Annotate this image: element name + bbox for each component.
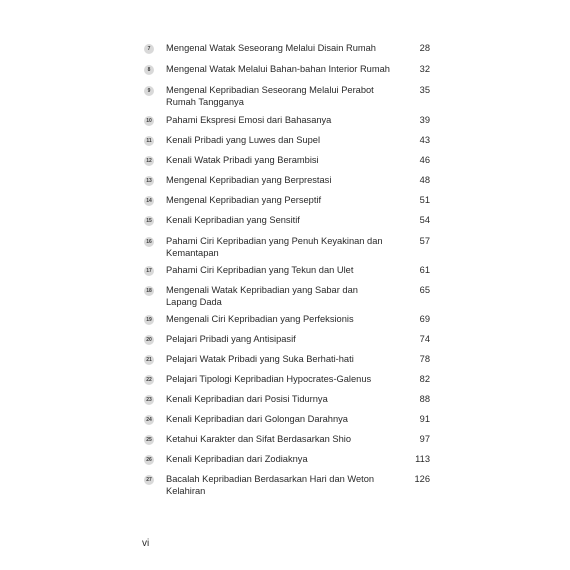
chapter-number-badge: 21 <box>144 355 154 365</box>
toc-entry[interactable] <box>144 314 430 326</box>
toc-entry[interactable] <box>144 334 430 346</box>
toc-entry[interactable] <box>144 434 430 446</box>
toc-entry[interactable] <box>144 354 430 366</box>
chapter-title: Pahami Ekspresi Emosi dari Bahasanya <box>166 115 332 125</box>
page-number: 51 <box>419 195 430 205</box>
chapter-number-badge: 9 <box>144 86 154 96</box>
page-number: 61 <box>419 265 430 275</box>
chapter-title: Kenali Kepribadian dari Golongan Darahnya <box>166 414 348 424</box>
page-number: 32 <box>419 64 430 74</box>
chapter-number-badge: 15 <box>144 216 154 226</box>
chapter-title: Pelajari Tipologi Kepribadian Hypocrates-Galenus <box>166 374 372 384</box>
chapter-title: Ketahui Karakter dan Sifat Berdasarkan Shio <box>166 434 352 444</box>
page-number: 35 <box>419 85 430 95</box>
chapter-number-badge: 20 <box>144 335 154 345</box>
toc-entry[interactable] <box>144 115 430 127</box>
toc-entry[interactable] <box>144 474 430 497</box>
chapter-title: Pelajari Watak Pribadi yang Suka Berhati-hati <box>166 354 354 364</box>
toc-entry[interactable] <box>144 195 430 207</box>
page-number: 97 <box>419 434 430 444</box>
page-number: 65 <box>419 285 430 295</box>
toc-entry[interactable] <box>144 414 430 426</box>
page-number: 91 <box>419 414 430 424</box>
chapter-number-badge: 7 <box>144 44 154 54</box>
chapter-number-badge: 18 <box>144 286 154 296</box>
chapter-title: Mengenali Ciri Kepribadian yang Perfeksionis <box>166 314 354 324</box>
page-number: 43 <box>419 135 430 145</box>
chapter-number-badge: 23 <box>144 395 154 405</box>
chapter-title: Mengenal Watak Seseorang Melalui Disain Rumah <box>166 43 376 53</box>
toc-entry[interactable] <box>144 155 430 167</box>
chapter-title: Mengenali Watak Kepribadian yang Sabar dan Lapang Dada <box>166 285 358 307</box>
page-number: 48 <box>419 175 430 185</box>
page-number: 78 <box>419 354 430 364</box>
chapter-title: Mengenal Kepribadian Seseorang Melalui Perabot Rumah Tangganya <box>166 85 374 107</box>
chapter-number-badge: 10 <box>144 116 154 126</box>
page-number: 46 <box>419 155 430 165</box>
page-number: 54 <box>419 215 430 225</box>
chapter-number-badge: 13 <box>144 176 154 186</box>
chapter-number-badge: 8 <box>144 65 154 75</box>
toc-entry[interactable] <box>144 454 430 466</box>
chapter-title: Kenali Kepribadian dari Posisi Tidurnya <box>166 394 328 404</box>
chapter-number-badge: 25 <box>144 435 154 445</box>
chapter-number-badge: 14 <box>144 196 154 206</box>
toc-entry[interactable] <box>144 135 430 147</box>
chapter-title: Kenali Pribadi yang Luwes dan Supel <box>166 135 321 145</box>
page-number: 74 <box>419 334 430 344</box>
page-number: 82 <box>419 374 430 384</box>
page-number: 69 <box>419 314 430 324</box>
chapter-title: Kenali Kepribadian dari Zodiaknya <box>166 454 308 464</box>
chapter-title: Pahami Ciri Kepribadian yang Tekun dan Ulet <box>166 265 354 275</box>
chapter-number-badge: 27 <box>144 475 154 485</box>
toc-entry[interactable] <box>144 215 430 227</box>
toc-entry[interactable] <box>144 85 430 108</box>
page-number: 39 <box>419 115 430 125</box>
chapter-number-badge: 11 <box>144 136 154 146</box>
toc-entry[interactable] <box>144 64 430 76</box>
page-number: 28 <box>419 43 430 53</box>
page-number: 113 <box>415 454 430 464</box>
chapter-title: Kenali Kepribadian yang Sensitif <box>166 215 300 225</box>
toc-entry[interactable] <box>144 394 430 406</box>
page-folio: vi <box>142 538 150 549</box>
toc-entry[interactable] <box>144 175 430 187</box>
toc-entry[interactable] <box>144 265 430 277</box>
toc-entry[interactable] <box>144 43 430 55</box>
chapter-title: Bacalah Kepribadian Berdasarkan Hari dan Weton Kelahiran <box>166 474 375 496</box>
toc-entry[interactable] <box>144 285 430 308</box>
toc-entry[interactable] <box>144 236 430 259</box>
chapter-number-badge: 12 <box>144 156 154 166</box>
page-number: 57 <box>419 236 430 246</box>
page-number: 126 <box>414 474 430 484</box>
chapter-title: Mengenal Watak Melalui Bahan-bahan Interior Rumah <box>166 64 390 74</box>
page-number: 88 <box>419 394 430 404</box>
chapter-number-badge: 17 <box>144 266 154 276</box>
chapter-number-badge: 24 <box>144 415 154 425</box>
toc-entry[interactable] <box>144 374 430 386</box>
chapter-title: Pelajari Pribadi yang Antisipasif <box>166 334 296 344</box>
chapter-title: Mengenal Kepribadian yang Berprestasi <box>166 175 332 185</box>
chapter-number-badge: 26 <box>144 455 154 465</box>
chapter-title: Pahami Ciri Kepribadian yang Penuh Keyakinan dan Kemantapan <box>166 236 383 258</box>
chapter-title: Kenali Watak Pribadi yang Berambisi <box>166 155 319 165</box>
chapter-number-badge: 16 <box>144 237 154 247</box>
chapter-number-badge: 22 <box>144 375 154 385</box>
chapter-number-badge: 19 <box>144 315 154 325</box>
chapter-title: Mengenal Kepribadian yang Perseptif <box>166 195 322 205</box>
